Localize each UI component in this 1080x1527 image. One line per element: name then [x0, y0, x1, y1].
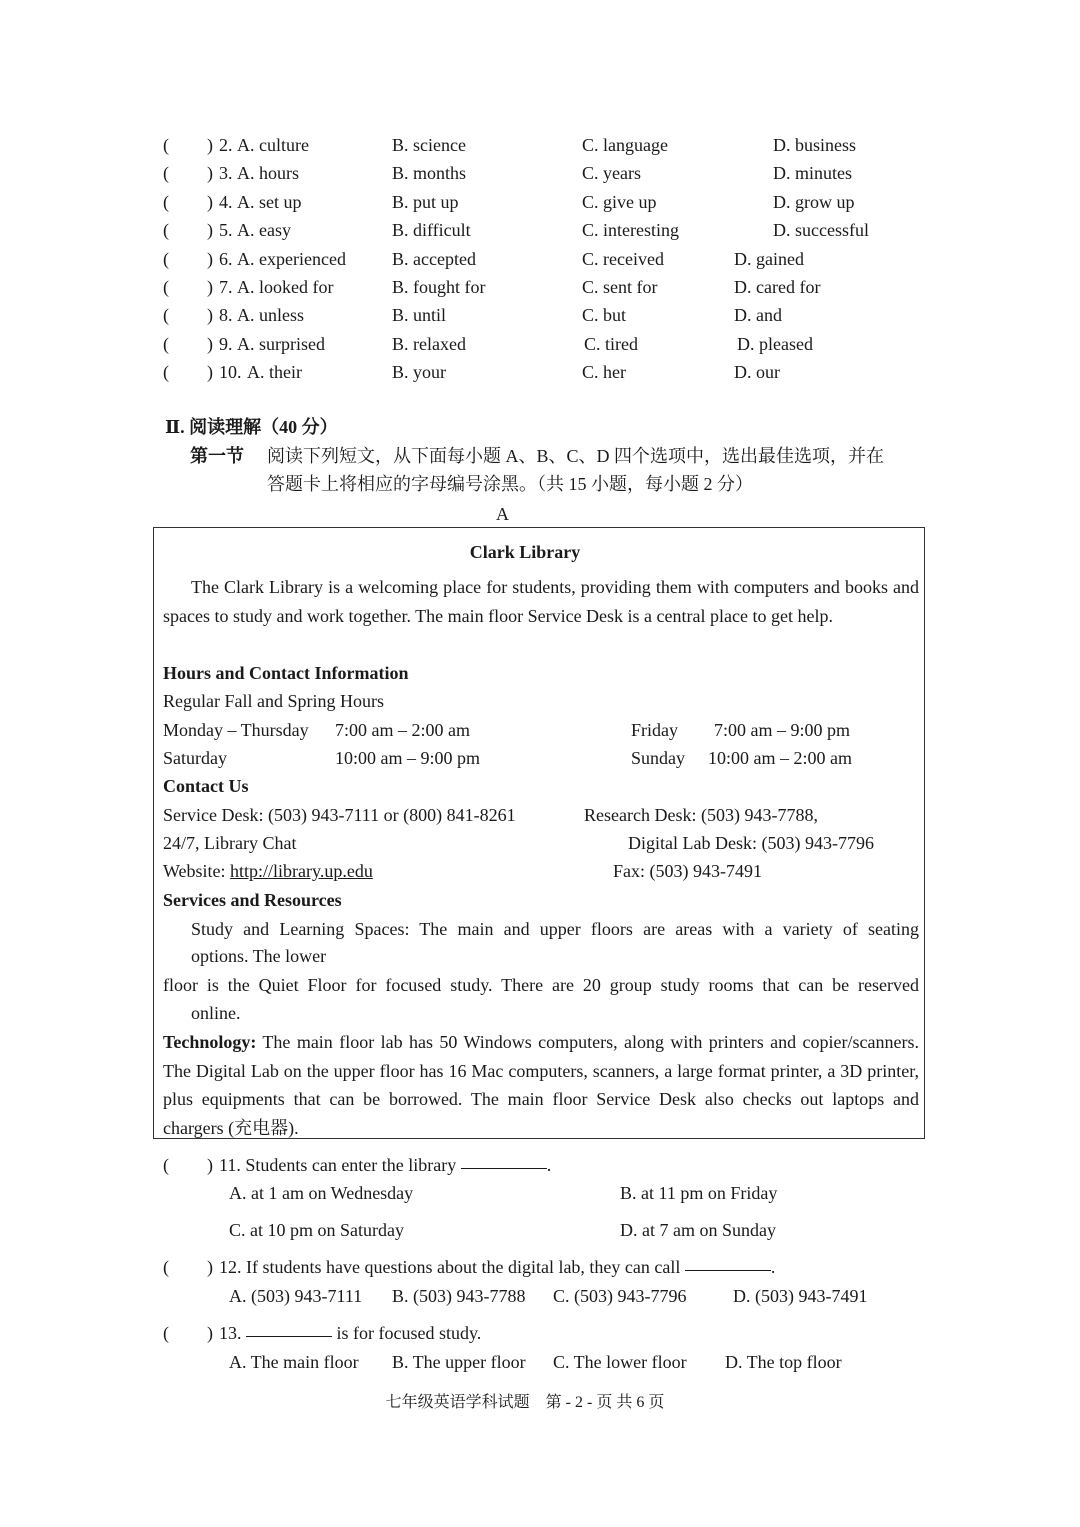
passage-title: Clark Library: [469, 542, 581, 562]
answer-paren-left: (: [163, 163, 169, 184]
library-chat: 24/7, Library Chat: [163, 833, 297, 853]
fri-time: 7:00 am – 9:00 pm: [714, 720, 850, 740]
contact-heading: Contact Us: [163, 776, 249, 796]
cloze-option-b: B. your: [392, 362, 446, 383]
answer-paren-left: (: [163, 1257, 169, 1277]
cloze-option-b: B. science: [392, 135, 466, 155]
answer-paren-right: ): [207, 191, 213, 212]
answer-paren-left: (: [163, 333, 169, 354]
hours-subheading: Regular Fall and Spring Hours: [163, 691, 384, 711]
question-13-stem: [219, 1324, 481, 1342]
study-line-4: online.: [191, 1003, 241, 1023]
answer-paren-right: ): [207, 362, 213, 383]
answer-paren-right: ): [207, 305, 213, 326]
cloze-option-c: C. interesting: [582, 220, 679, 241]
cloze-option-c: C. sent for: [582, 277, 658, 297]
answer-paren-right: ): [207, 220, 213, 241]
cloze-option-b: B. accepted: [392, 248, 476, 269]
cloze-option-c: C. language: [582, 135, 668, 155]
cloze-option-d: D. and: [734, 305, 782, 326]
research-desk: Research Desk: (503) 943-7788,: [584, 805, 818, 825]
q11-option-c: C. at 10 pm on Saturday: [229, 1220, 404, 1240]
fri-label: Friday: [631, 720, 678, 740]
cloze-option-a: A. their: [247, 362, 302, 383]
technology-label: Technology:: [163, 1032, 257, 1052]
question-12-text: 12. If students have questions about the digital lab, they can call: [219, 1257, 681, 1277]
answer-blank: [246, 1336, 332, 1337]
q12-option-c: C. (503) 943-7796: [553, 1286, 687, 1306]
mon-thu-label: Monday – Thursday: [163, 720, 309, 740]
cloze-option-c: C. tired: [584, 333, 638, 354]
answer-paren-left: (: [163, 135, 169, 155]
answer-paren-right: ): [207, 1155, 213, 1175]
instruction-line-1: 阅读下列短文，从下面每小题 A、B、C、D 四个选项中，选出最佳选项，并在: [267, 446, 885, 466]
q12-option-b: B. (503) 943-7788: [392, 1286, 526, 1306]
cloze-option-b: B. put up: [392, 191, 459, 212]
sun-time: 10:00 am – 2:00 am: [708, 748, 852, 768]
website-link[interactable]: http://library.up.edu: [230, 861, 373, 881]
study-line-1: Study and Learning Spaces: The main and upper floors are areas with a variety of seating: [191, 919, 919, 939]
cloze-option-d: D. successful: [773, 220, 869, 241]
cloze-option-d: D. grow up: [773, 191, 855, 212]
question-12-stem: 12. If students have questions about the digital lab, they can call .: [219, 1257, 776, 1277]
study-line-3: floor is the Quiet Floor for focused study. There are 20 group study rooms that can be reserved: [163, 975, 919, 995]
cloze-number: 6.: [219, 248, 233, 269]
cloze-option-c: C. give up: [582, 191, 657, 212]
answer-paren-right: ): [207, 163, 213, 184]
digital-lab-desk: Digital Lab Desk: (503) 943-7796: [628, 833, 874, 853]
q11-option-b: B. at 11 pm on Friday: [620, 1183, 778, 1203]
cloze-option-b: B. fought for: [392, 277, 486, 297]
sat-label: Saturday: [163, 748, 227, 768]
cloze-number: 9.: [219, 333, 233, 354]
technology-text: The main floor lab has 50 Windows computers, along with printers and copier/scanners. The Digital Lab on the upper floor has 16 Mac computers, scanners, a large format printer, a 3D printer, plus equipments that can be borrowed. The main floor Service Desk also checks out laptops and chargers (充电器).: [163, 1032, 919, 1138]
cloze-option-a: A. culture: [237, 135, 309, 155]
q13-option-c: C. The lower floor: [553, 1352, 687, 1372]
cloze-option-d: D. pleased: [737, 333, 813, 354]
q13-option-d: D. The top floor: [725, 1352, 842, 1372]
q11-option-d: D. at 7 am on Sunday: [620, 1220, 776, 1240]
cloze-option-a: A. unless: [237, 305, 304, 326]
cloze-option-a: A. set up: [237, 191, 302, 212]
cloze-option-d: D. cared for: [734, 277, 821, 297]
study-line-2: options. The lower: [191, 946, 327, 966]
answer-paren-right: ): [207, 277, 213, 297]
instruction-line-2: 答题卡上将相应的字母编号涂黑。（共 15 小题，每小题 2 分）: [267, 474, 753, 494]
cloze-option-a: A. looked for: [237, 277, 334, 297]
answer-paren-right: ): [207, 248, 213, 269]
answer-paren-right: ): [207, 1323, 213, 1343]
answer-blank: [685, 1270, 771, 1271]
answer-paren-left: (: [163, 1323, 169, 1343]
q12-option-a: A. (503) 943-7111: [229, 1286, 363, 1306]
answer-paren-left: (: [163, 220, 169, 241]
cloze-option-a: A. easy: [237, 220, 291, 241]
question-13-number: 13.: [219, 1323, 242, 1343]
cloze-option-c: C. years: [582, 163, 641, 184]
q13-option-a: A. The main floor: [229, 1352, 359, 1372]
cloze-option-c: C. her: [582, 362, 626, 383]
cloze-option-a: A. hours: [237, 163, 299, 184]
cloze-option-b: B. relaxed: [392, 333, 466, 354]
question-11-stem: 11. Students can enter the library .: [219, 1155, 552, 1175]
cloze-option-a: A. surprised: [237, 333, 325, 354]
cloze-number: 3.: [219, 163, 233, 184]
cloze-number: 4.: [219, 191, 233, 212]
cloze-option-c: C. received: [582, 248, 664, 269]
cloze-option-d: D. business: [773, 135, 857, 155]
q13-option-b: B. The upper floor: [392, 1352, 526, 1372]
passage-intro: The Clark Library is a welcoming place for students, providing them with computers and books and spaces to study and work together. The main floor Service Desk is a central place to get help.: [163, 577, 919, 626]
answer-paren-left: (: [163, 191, 169, 212]
cloze-number: 2.: [219, 135, 233, 155]
service-desk: Service Desk: (503) 943-7111 or (800) 841-8261: [163, 805, 516, 825]
cloze-option-b: B. months: [392, 163, 467, 184]
q11-option-a: A. at 1 am on Wednesday: [229, 1183, 414, 1203]
cloze-option-d: D. gained: [734, 248, 804, 269]
cloze-option-d: D. our: [734, 362, 780, 383]
answer-paren-left: (: [163, 277, 169, 297]
part-label: 第一节: [190, 446, 244, 466]
answer-paren-left: (: [163, 362, 169, 383]
cloze-option-b: B. until: [392, 305, 447, 326]
answer-paren-left: (: [163, 1155, 169, 1175]
passage-letter: A: [496, 504, 509, 524]
cloze-option-c: C. but: [582, 305, 627, 326]
answer-paren-left: (: [163, 248, 169, 269]
q12-option-d: D. (503) 943-7491: [733, 1286, 868, 1306]
question-13-text: is for focused study.: [332, 1323, 482, 1343]
cloze-number: 10.: [219, 362, 242, 383]
cloze-number: 8.: [219, 305, 233, 326]
sun-label: Sunday: [631, 748, 685, 768]
services-heading: Services and Resources: [163, 890, 342, 910]
answer-paren-right: ): [207, 135, 213, 155]
technology-paragraph: [163, 1028, 919, 1142]
website-line: [163, 862, 373, 880]
cloze-option-d: D. minutes: [773, 163, 852, 184]
hours-heading: Hours and Contact Information: [163, 663, 409, 683]
page-footer: 七年级英语学科试题 第 - 2 - 页 共 6 页: [385, 1394, 665, 1411]
answer-paren-right: ): [207, 333, 213, 354]
cloze-option-a: A. experienced: [237, 248, 346, 269]
mon-thu-time: 7:00 am – 2:00 am: [335, 720, 470, 740]
question-11-text: 11. Students can enter the library: [219, 1155, 457, 1175]
cloze-option-b: B. difficult: [392, 220, 471, 241]
answer-paren-left: (: [163, 305, 169, 326]
cloze-number: 5.: [219, 220, 233, 241]
website-label: Website:: [163, 861, 231, 881]
cloze-number: 7.: [219, 277, 233, 297]
section-title: Ⅱ. 阅读理解（40 分）: [165, 417, 338, 437]
fax: Fax: (503) 943-7491: [613, 861, 762, 881]
answer-blank: [461, 1168, 547, 1169]
sat-time: 10:00 am – 9:00 pm: [335, 748, 480, 768]
answer-paren-right: ): [207, 1257, 213, 1277]
